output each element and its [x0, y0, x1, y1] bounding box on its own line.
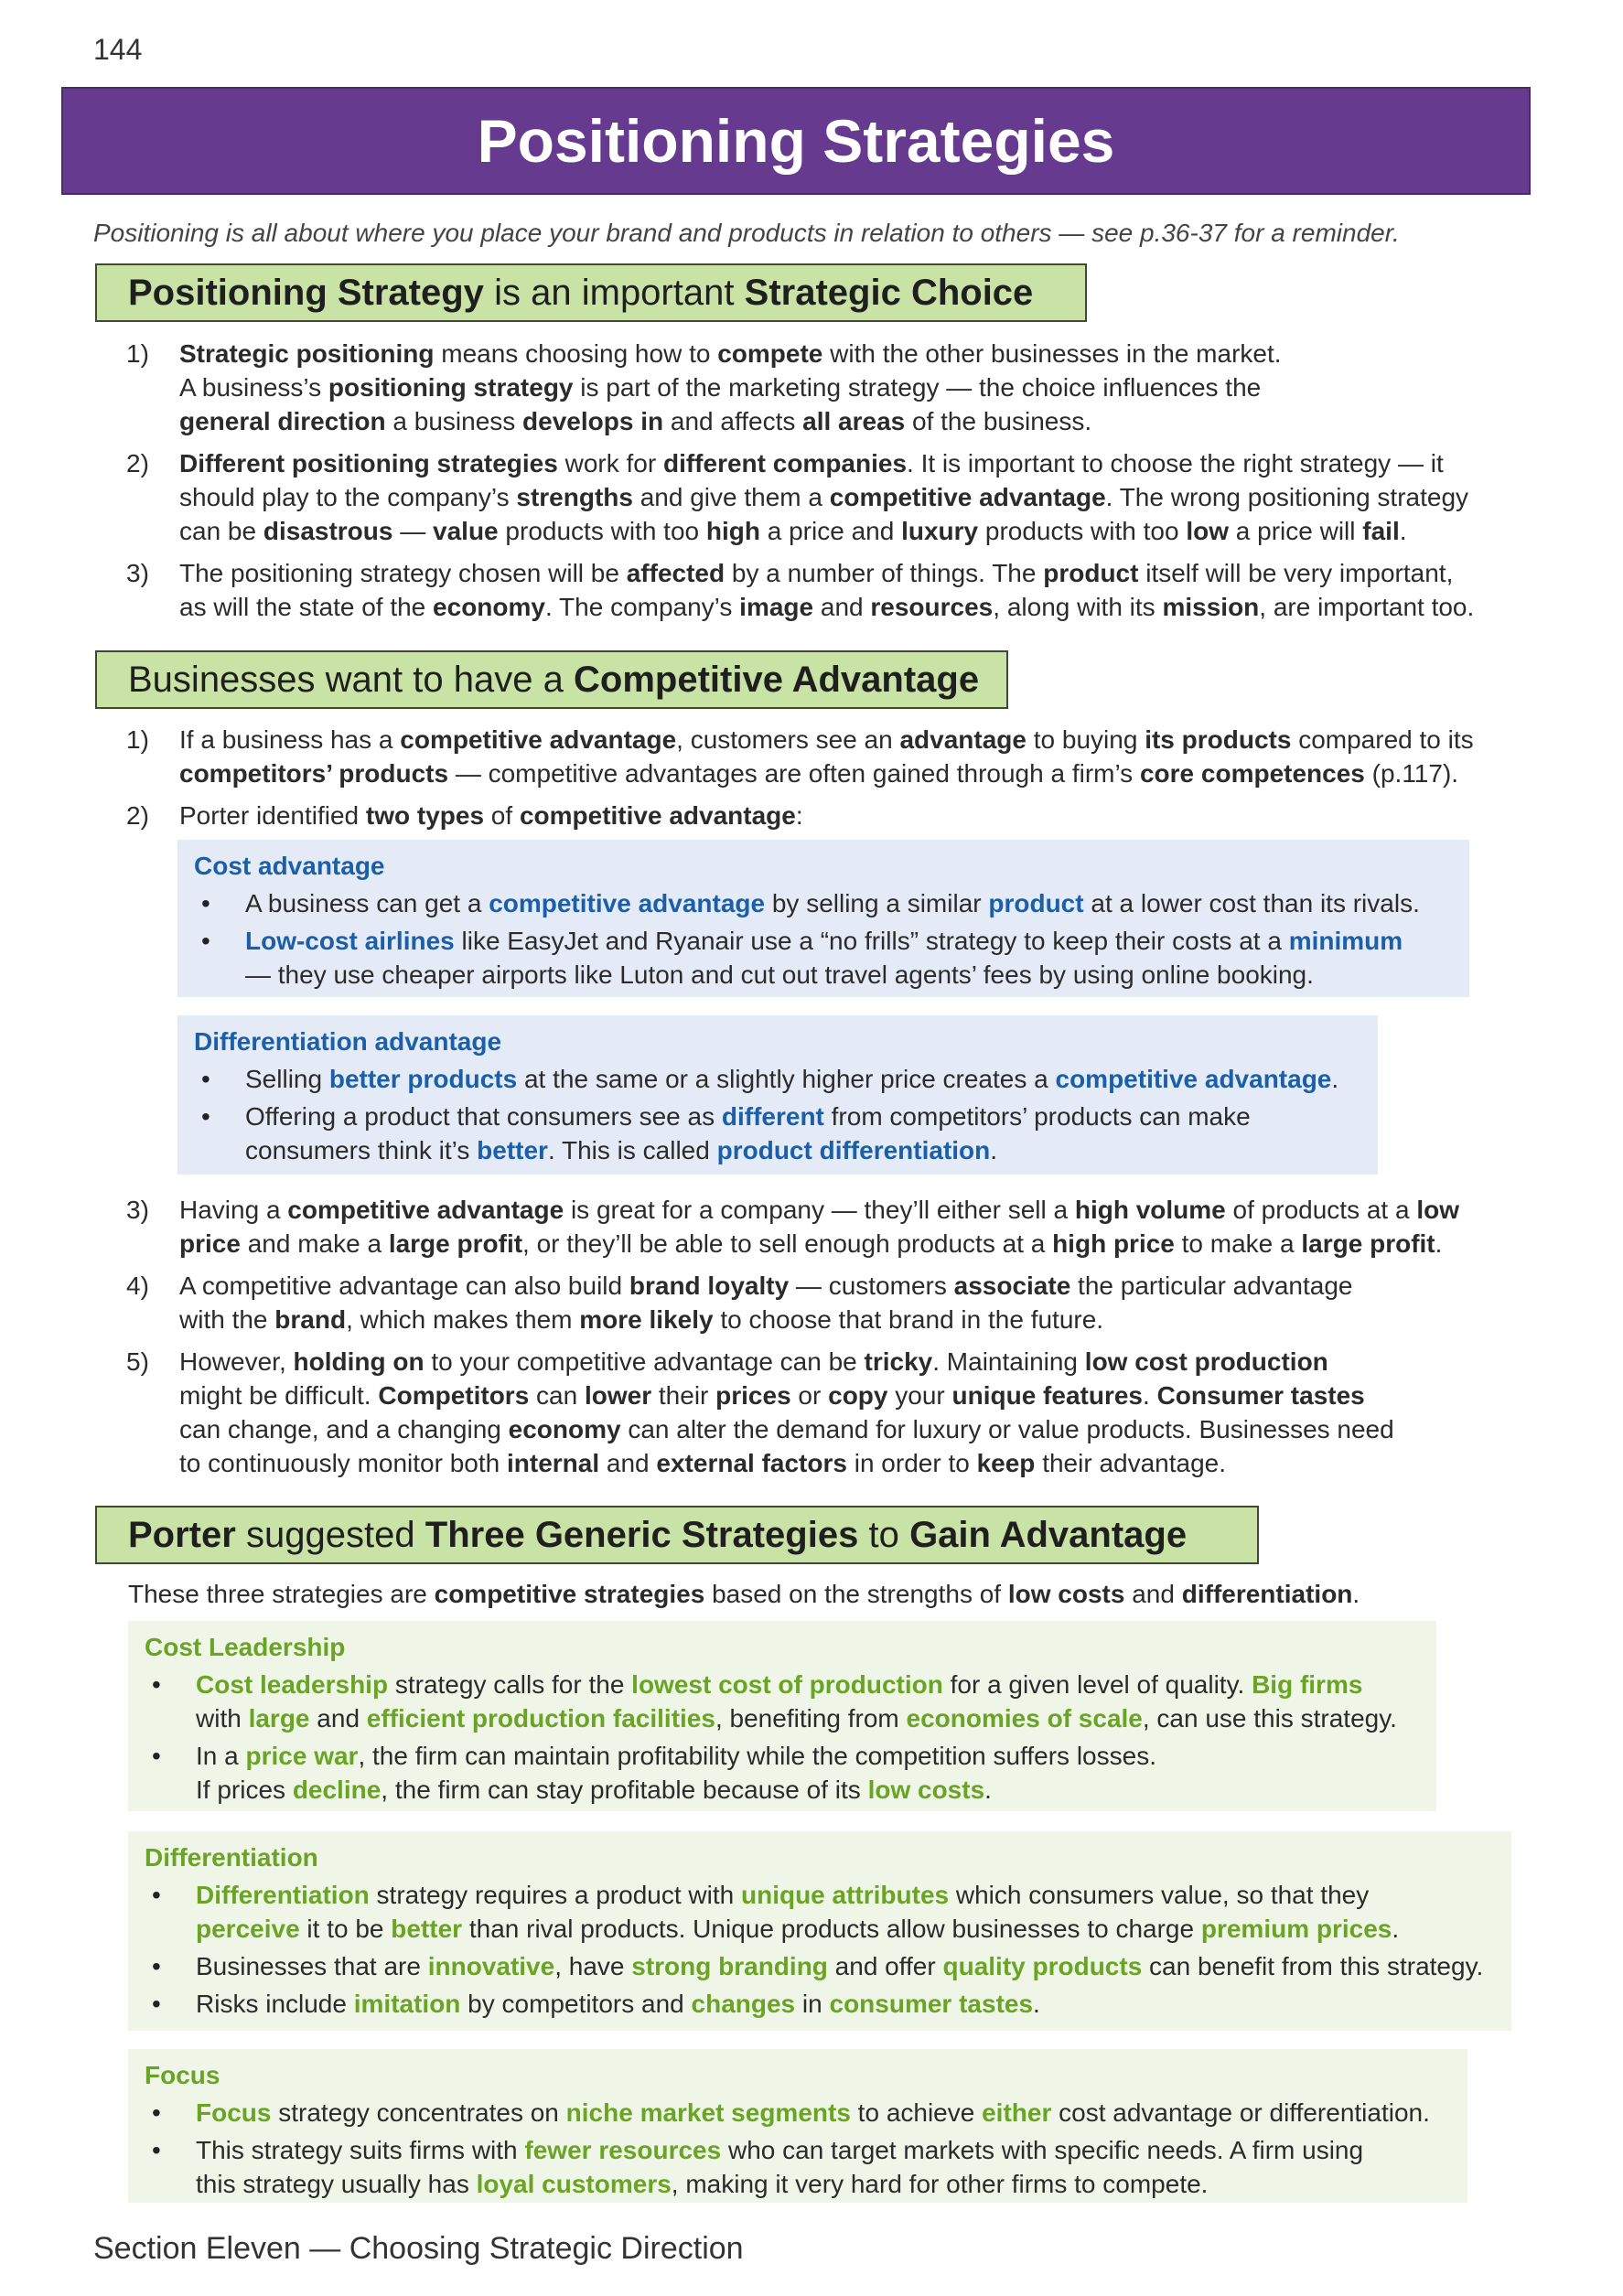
item-text: Porter identified two types of competitive advantage:: [179, 801, 803, 830]
item-text: A competitive advantage can also build brand loyalty — customers associate the particular advantage with the brand, which makes them more likely to choose that brand in the future.: [179, 1271, 1353, 1334]
item-text: The positioning strategy chosen will be affected by a number of things. The product itself will be very important, as will the state of the economy. The company’s image and resources, along with its mission, are important too.: [179, 559, 1475, 621]
bullet-item: [145, 1878, 1495, 1946]
bullet-item: [145, 1668, 1420, 1735]
bullet-text: In a price war, the firm can maintain profitability while the competition suffers losses. If prices decline, the firm can stay profitable because of its low costs.: [196, 1742, 1156, 1804]
item-text: Different positioning strategies work for different companies. It is important to choose the right strategy — it should play to the company’s strengths and give them a competitive advantage. The wrong positioning strategy can be disastrous — value products with too high a price and luxury products with too low a price will fail.: [179, 449, 1469, 545]
page-number: 144: [93, 33, 143, 66]
list-item: [95, 1193, 1559, 1261]
section-heading-positioning-strategy: [95, 263, 1087, 322]
item-number: 3): [126, 559, 149, 587]
page-title: [61, 87, 1531, 195]
item-text: If a business has a competitive advantage, customers see an advantage to buying its products compared to its competitors’ products — competitive advantages are often gained through a firm’s core competences (p.117).: [179, 725, 1474, 788]
heading-text: Businesses want to have a: [128, 660, 564, 700]
box-title: Cost Leadership: [145, 1633, 346, 1661]
box-title: Differentiation: [145, 1843, 318, 1872]
heading-bold-text: Three Generic Strategies: [425, 1515, 859, 1555]
heading-bold-text: Positioning Strategy: [128, 273, 484, 313]
item-number: 1): [126, 339, 149, 368]
list-item: [95, 723, 1559, 790]
section3-intro: These three strategies are competitive strategies based on the strengths of low costs and differentiation.: [128, 1580, 1360, 1608]
page-footer: Section Eleven — Choosing Strategic Direction: [93, 2231, 744, 2266]
box-title: Cost advantage: [194, 852, 385, 880]
section1-list: [95, 337, 1559, 632]
heading-text: is an important: [494, 273, 735, 313]
section-heading-generic-strategies: [95, 1506, 1259, 1564]
bullet-text: Low-cost airlines like EasyJet and Ryanair use a “no frills” strategy to keep their costs at a minimum — they use cheaper airports like Luton and cut out travel agents’ fees by using online booking.: [245, 927, 1403, 989]
item-text: Strategic positioning means choosing how to compete with the other businesses in the market. A business’s positioning strategy is part of the marketing strategy — the choice influences the general direction a business develops in and affects all areas of the business.: [179, 339, 1282, 435]
item-number: 5): [126, 1347, 149, 1376]
bullet-text: Focus strategy concentrates on niche market segments to achieve either cost advantage or differentiation.: [196, 2098, 1430, 2127]
box-title: Focus: [145, 2061, 220, 2089]
item-number: 4): [126, 1271, 149, 1300]
heading-text: suggested: [246, 1515, 415, 1555]
focus-box: [128, 2049, 1467, 2203]
bullet-item: [194, 1100, 1361, 1167]
bullet-text: Businesses that are innovative, have strong branding and offer quality products can benefit from this strategy.: [196, 1952, 1484, 1980]
list-item: [95, 1345, 1559, 1480]
differentiation-box: [128, 1831, 1511, 2031]
bullet-item: [194, 924, 1453, 992]
page-intro: Positioning is all about where you place your brand and products in relation to others — see p.36-37 for a reminder.: [93, 219, 1400, 247]
bullet-item: [145, 2096, 1451, 2130]
bullet-text: Offering a product that consumers see as different from competitors’ products can make consumers think it’s better. This is called product differentiation.: [245, 1102, 1251, 1164]
item-number: 2): [126, 449, 149, 477]
item-number: 2): [126, 801, 149, 830]
bullet-item: [145, 1949, 1495, 1983]
bullet-text: Selling better products at the same or a slightly higher price creates a competitive advantage.: [245, 1065, 1339, 1093]
section2-list-a: [95, 723, 1559, 841]
bullet-text: A business can get a competitive advantage by selling a similar product at a lower cost than its rivals.: [245, 889, 1420, 917]
bullet-item: [145, 1987, 1495, 2021]
item-text: However, holding on to your competitive advantage can be tricky. Maintaining low cost production might be difficult. Competitors can lower their prices or copy your unique features. Consumer tastes can change, and a changing economy can alter the demand for luxury or value products. Businesses need to continuously monitor both internal and external factors in order to keep their advantage.: [179, 1347, 1394, 1477]
section-heading-competitive-advantage: [95, 650, 1008, 709]
differentiation-advantage-box: [177, 1015, 1378, 1175]
heading-text: to: [868, 1515, 899, 1555]
heading-bold-text: Gain Advantage: [909, 1515, 1188, 1555]
cost-leadership-box: [128, 1621, 1436, 1811]
section2-list-b: [95, 1193, 1559, 1488]
list-item: [95, 446, 1559, 548]
item-number: 1): [126, 725, 149, 754]
list-item: [95, 1269, 1559, 1336]
bullet-text: Risks include imitation by competitors and changes in consumer tastes.: [196, 1990, 1040, 2018]
bullet-item: [194, 886, 1453, 920]
list-item: [95, 799, 1559, 832]
list-item: [95, 337, 1559, 438]
bullet-item: [145, 2133, 1451, 2201]
heading-bold-text: Strategic Choice: [744, 273, 1034, 313]
heading-bold-text: Porter: [128, 1515, 236, 1555]
bullet-text: Differentiation strategy requires a product with unique attributes which consumers value, so that they perceive it to be better than rival products. Unique products allow businesses to charge premium prices.: [196, 1881, 1400, 1943]
item-text: Having a competitive advantage is great for a company — they’ll either sell a high volume of products at a low price and make a large profit, or they’ll be able to sell enough products at a high price to make a large profit.: [179, 1196, 1460, 1258]
item-number: 3): [126, 1196, 149, 1224]
list-item: [95, 556, 1559, 624]
cost-advantage-box: [177, 840, 1469, 997]
bullet-item: [145, 1739, 1420, 1807]
heading-bold-text: Competitive Advantage: [574, 660, 980, 700]
bullet-text: This strategy suits firms with fewer resources who can target markets with specific needs. A firm using this strategy usually has loyal customers, making it very hard for other firms to compete.: [196, 2136, 1364, 2198]
bullet-text: Cost leadership strategy calls for the lowest cost of production for a given level of quality. Big firms with large and efficient production facilities, benefiting from economies of scale, can use this strategy.: [196, 1670, 1397, 1733]
bullet-item: [194, 1062, 1361, 1096]
page-title-text: Positioning Strategies: [477, 106, 1115, 175]
box-title: Differentiation advantage: [194, 1027, 502, 1056]
